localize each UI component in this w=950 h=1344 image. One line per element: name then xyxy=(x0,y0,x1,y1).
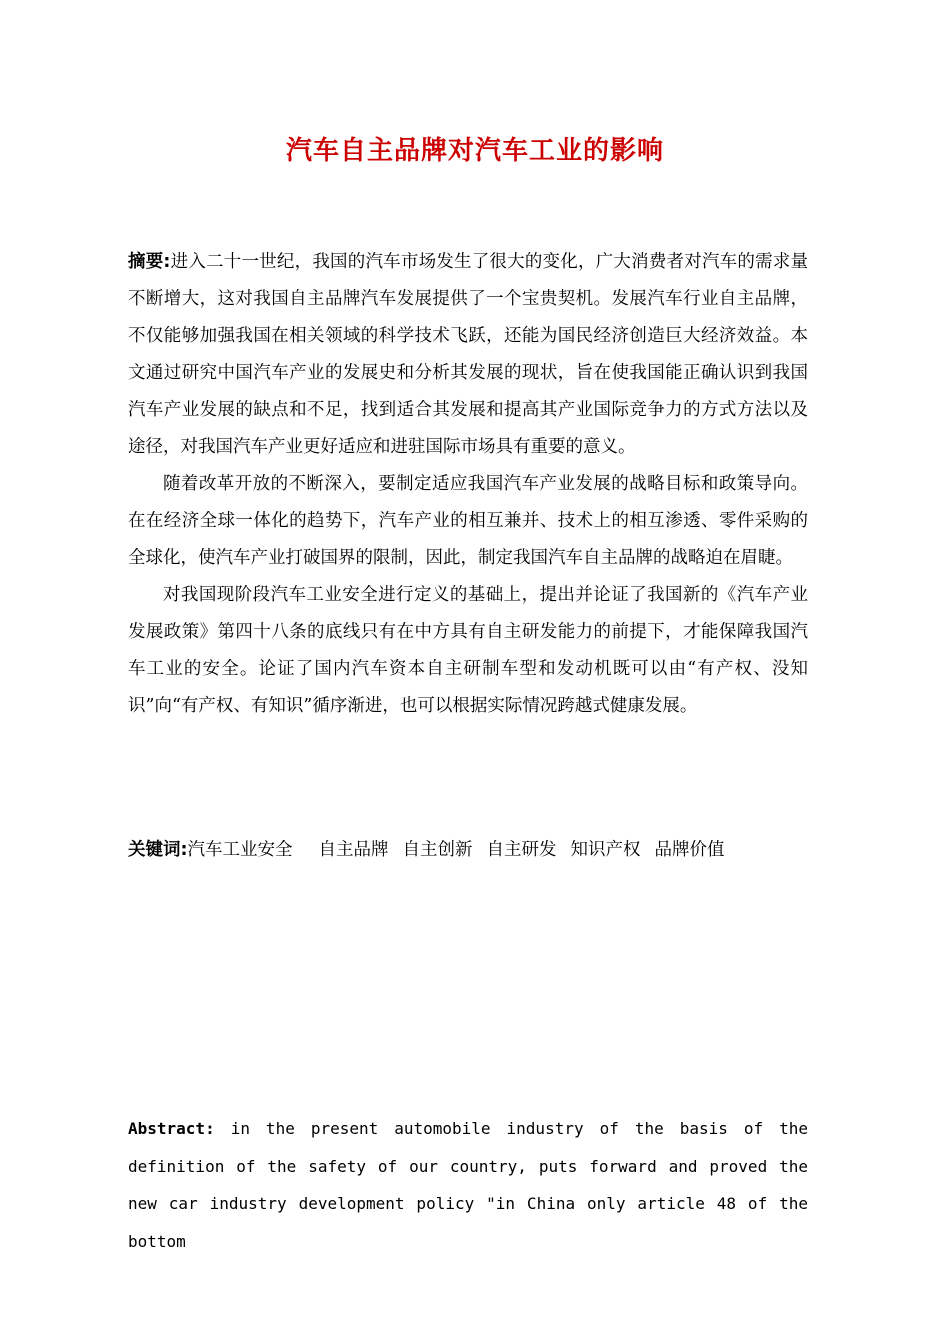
chinese-abstract xyxy=(128,244,808,725)
keywords-line xyxy=(128,832,828,869)
keyword-item: 自主研发 xyxy=(486,840,557,860)
keywords-label: 关键词: xyxy=(128,840,188,860)
keyword-item: 自主创新 xyxy=(402,840,473,860)
english-abstract xyxy=(128,1110,808,1260)
abstract-paragraph-2: 随着改革开放的不断深入，要制定适应我国汽车产业发展的战略目标和政策导向。在在经济全球一体化的趋势下，汽车产业的相互兼并、技术上的相互渗透、零件采购的全球化，使汽车产业打破国界的限制，因此，制定我国汽车自主品牌的战略迫在眉睫。 xyxy=(128,474,808,568)
english-abstract-text: in the present automobile industry of the basis of the definition of the safety of our country, puts forward and proved the new car industry development policy "in China only article 48 of the bottom xyxy=(128,1119,808,1251)
abstract-label: 摘要: xyxy=(128,252,171,272)
abstract-paragraph-1 xyxy=(128,244,808,466)
english-abstract-label: Abstract: xyxy=(128,1119,215,1138)
abstract-paragraph-3: 对我国现阶段汽车工业安全进行定义的基础上，提出并论证了我国新的《汽车产业发展政策》第四十八条的底线只有在中方具有自主研发能力的前提下，才能保障我国汽车工业的安全。论证了国内汽车资本自主研制车型和发动机既可以由“有产权、没知识”向“有产权、有知识”循序渐进，也可以根据实际情况跨越式健康发展。 xyxy=(128,585,808,716)
keyword-item: 知识产权 xyxy=(570,840,641,860)
document-title: 汽车自主品牌对汽车工业的影响 xyxy=(285,136,664,166)
abstract-paragraph-1-text: 进入二十一世纪，我国的汽车市场发生了很大的变化，广大消费者对汽车的需求量不断增大，这对我国自主品牌汽车发展提供了一个宝贵契机。发展汽车行业自主品牌，不仅能够加强我国在相关领域的科学技术飞跃，还能为国民经济创造巨大经济效益。本文通过研究中国汽车产业的发展史和分析其发展的现状，旨在使我国能正确认识到我国汽车产业发展的缺点和不足，找到适合其发展和提高其产业国际竞争力的方式方法以及途径，对我国汽车产业更好适应和进驻国际市场具有重要的意义。 xyxy=(128,252,808,457)
keyword-item: 自主品牌 xyxy=(318,840,389,860)
keyword-item: 汽车工业安全 xyxy=(187,840,293,860)
keyword-item: 品牌价值 xyxy=(654,840,725,860)
